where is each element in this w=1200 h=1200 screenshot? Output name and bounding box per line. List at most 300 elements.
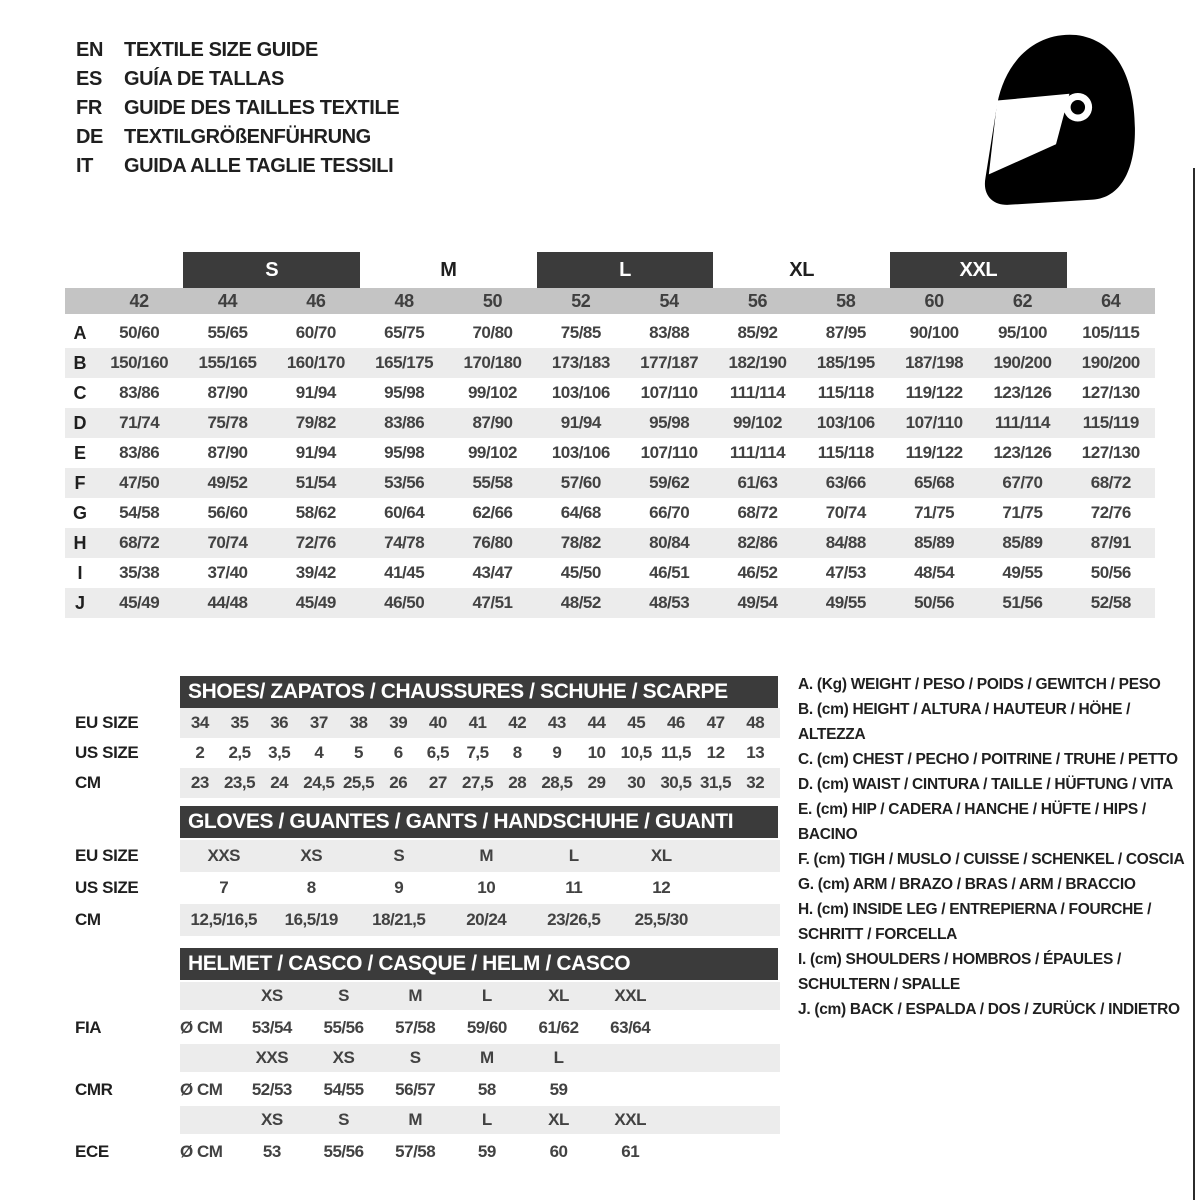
- measurement-row-f: [65, 468, 1155, 498]
- cell-value: 16,5/19: [284, 910, 338, 929]
- row-cells: [236, 1044, 666, 1072]
- measurement-value: 107/110: [640, 383, 698, 402]
- row-cells: [180, 768, 775, 798]
- cell-value: 43: [547, 713, 566, 732]
- cell-value: 57/58: [395, 1142, 436, 1161]
- measurement-value: 111/114: [729, 383, 786, 402]
- row-band: [180, 982, 780, 1010]
- cell-value: XL: [650, 846, 672, 865]
- cell-value: 28,5: [541, 773, 573, 792]
- cell-value: 39: [389, 713, 408, 732]
- cell-value: L: [481, 986, 492, 1005]
- language-code: FR: [76, 97, 102, 119]
- measurement-value: 71/75: [1002, 503, 1043, 522]
- header-spacer: [65, 252, 95, 288]
- measurement-value: 127/130: [1081, 383, 1140, 402]
- row-band: [180, 1106, 780, 1134]
- measurement-row-b: [65, 348, 1155, 378]
- cell-value: 23: [190, 773, 209, 792]
- cell-value: XS: [260, 986, 283, 1005]
- row-band: [180, 904, 780, 936]
- cell-value: 24,5: [303, 773, 335, 792]
- measurement-value: 85/89: [914, 533, 955, 552]
- cell-value: 7: [219, 878, 229, 897]
- measurement-value: 83/86: [384, 413, 425, 432]
- gloves-row-2: [75, 904, 780, 936]
- measurement-value: 48/52: [560, 593, 601, 612]
- cell-value: 53: [262, 1142, 281, 1161]
- row-label: US SIZE: [75, 878, 139, 897]
- row-cells: [180, 738, 775, 768]
- measurement-value: 87/95: [825, 323, 866, 342]
- measurement-value: 87/90: [472, 413, 513, 432]
- measurement-value: 52/58: [1090, 593, 1131, 612]
- cell-value: 45: [627, 713, 646, 732]
- cell-value: M: [408, 986, 423, 1005]
- cell-value: 31,5: [700, 773, 732, 792]
- measurement-value: 46/51: [649, 563, 690, 582]
- cell-value: 20/24: [466, 910, 507, 929]
- measurement-value: 48/53: [649, 593, 690, 612]
- measurement-value: 41/45: [384, 563, 425, 582]
- measurement-value: 49/52: [207, 473, 248, 492]
- cell-value: S: [338, 986, 349, 1005]
- cell-value: 44: [587, 713, 606, 732]
- row-label: CMR: [75, 1080, 113, 1099]
- row-letter: B: [73, 352, 87, 373]
- row-cells: [236, 1074, 666, 1106]
- row-band: [180, 708, 780, 738]
- row-cells: [236, 1136, 666, 1168]
- legend-item: A. (Kg) WEIGHT / PESO / POIDS / GEWITCH / PESO: [798, 676, 1161, 693]
- measurement-value: 44/48: [207, 593, 248, 612]
- row-band: [180, 1074, 780, 1106]
- cell-value: 6: [393, 743, 403, 762]
- cell-value: XS: [260, 1110, 283, 1129]
- size-number: 60: [924, 291, 944, 311]
- measurement-value: 155/165: [198, 353, 257, 372]
- measurement-value: 43/47: [472, 563, 513, 582]
- measurement-value: 150/160: [110, 353, 169, 372]
- measurement-value: 67/70: [1002, 473, 1043, 492]
- page-edge-line: [1193, 168, 1195, 1200]
- cell-value: 60: [549, 1142, 568, 1161]
- cell-value: 52/53: [251, 1080, 292, 1099]
- cell-value: 2: [195, 743, 205, 762]
- cell-value: 56/57: [395, 1080, 436, 1099]
- legend-item: D. (cm) WAIST / CINTURA / TAILLE / HÜFTUNG / VITA: [798, 776, 1174, 793]
- shoes-row-1: [75, 738, 780, 768]
- measurement-value: 74/78: [384, 533, 425, 552]
- measurement-value: 85/89: [1002, 533, 1043, 552]
- cell-value: XL: [548, 1110, 569, 1129]
- measurement-value: 115/119: [1082, 413, 1139, 432]
- measurement-value: 105/115: [1082, 323, 1140, 342]
- cell-value: 63/64: [610, 1018, 651, 1037]
- measurement-value: 95/98: [384, 443, 425, 462]
- measurement-value: 45/50: [560, 563, 601, 582]
- measurement-value: 46/52: [737, 563, 778, 582]
- measurement-value: 50/56: [914, 593, 955, 612]
- language-list: [76, 36, 399, 181]
- size-number: 54: [659, 291, 679, 311]
- cell-value: 61/62: [538, 1018, 579, 1037]
- row-cells: [236, 1106, 666, 1134]
- cell-value: 36: [270, 713, 289, 732]
- measurement-value: 62/66: [472, 503, 513, 522]
- measurement-value: 83/88: [649, 323, 690, 342]
- measurement-value: 70/80: [472, 323, 513, 342]
- measurement-value: 115/118: [817, 383, 874, 402]
- shoes-row-0: [75, 708, 780, 738]
- measurement-rows: [65, 318, 1155, 618]
- measurement-value: 35/38: [119, 563, 160, 582]
- cell-value: 57/58: [395, 1018, 436, 1037]
- measurement-value: 99/102: [467, 443, 517, 462]
- measurement-value: 66/70: [649, 503, 690, 522]
- size-number: 58: [836, 291, 856, 311]
- cell-value: 11,5: [660, 743, 691, 762]
- measurement-value: 185/195: [816, 353, 875, 372]
- measurement-value: 51/54: [295, 473, 336, 492]
- measurement-value: 51/56: [1002, 593, 1043, 612]
- cell-value: XXL: [614, 986, 646, 1005]
- measurement-value: 71/75: [914, 503, 955, 522]
- cell-value: L: [481, 1110, 492, 1129]
- row-letter: J: [74, 592, 85, 613]
- cell-value: 10: [477, 878, 496, 897]
- measurement-value: 111/114: [729, 443, 786, 462]
- size-label-l: L: [537, 252, 714, 288]
- measurement-value: 170/180: [463, 353, 522, 372]
- cell-value: 27,5: [461, 773, 494, 792]
- cell-value: L: [568, 846, 579, 865]
- measurement-row-h: [65, 528, 1155, 558]
- measurement-value: 91/94: [560, 413, 601, 432]
- measurement-value: 103/106: [551, 383, 610, 402]
- cell-value: 23,5: [223, 773, 256, 792]
- size-labels-row: [65, 252, 1155, 288]
- cell-value: XXS: [255, 1048, 289, 1067]
- measurement-row-i: [65, 558, 1155, 588]
- measurement-value: 173/183: [551, 353, 610, 372]
- language-row: [76, 152, 399, 181]
- measurement-value: 65/68: [914, 473, 955, 492]
- measurement-value: 72/76: [295, 533, 336, 552]
- helmet-values-cmr: [75, 1074, 780, 1106]
- row-cells: [180, 840, 705, 872]
- shoes-row-2: [75, 768, 780, 798]
- cell-value: 8: [512, 743, 522, 762]
- row-label: FIA: [75, 1018, 102, 1037]
- legend-item: C. (cm) CHEST / PECHO / POITRINE / TRUHE / PETTO: [798, 751, 1178, 768]
- row-cells: [236, 1012, 666, 1044]
- language-label: GUIDE DES TAILLES TEXTILE: [124, 97, 400, 119]
- measurement-value: 47/53: [825, 563, 866, 582]
- cell-value: 59: [549, 1080, 568, 1099]
- gloves-row-0: [75, 840, 780, 872]
- cell-value: 26: [389, 773, 408, 792]
- measurement-value: 55/65: [207, 323, 248, 342]
- measurement-row-g: [65, 498, 1155, 528]
- measurement-value: 190/200: [1081, 353, 1140, 372]
- measurement-value: 107/110: [905, 413, 963, 432]
- measurement-value: 49/55: [825, 593, 866, 612]
- language-label: GUIDA ALLE TAGLIE TESSILI: [124, 155, 394, 177]
- size-number: 44: [217, 291, 238, 311]
- cell-value: 2,5: [228, 743, 251, 762]
- measurement-value: 103/106: [816, 413, 875, 432]
- measurement-value: 123/126: [993, 383, 1052, 402]
- header-pad: [1067, 252, 1155, 288]
- cell-value: 53/54: [251, 1018, 292, 1037]
- measurement-row-j: [65, 588, 1155, 618]
- measurement-value: 95/100: [997, 323, 1047, 342]
- cell-value: S: [409, 1048, 421, 1067]
- legend-item: I. (cm) SHOULDERS / HOMBROS / ÉPAULES / SCHULTERN / SPALLE: [798, 951, 1122, 993]
- cell-value: 54/55: [323, 1080, 364, 1099]
- measurement-value: 119/122: [905, 383, 963, 402]
- language-label: TEXTILGRÖßENFÜHRUNG: [124, 126, 371, 148]
- measurement-value: 56/60: [207, 503, 248, 522]
- row-letter: F: [74, 472, 86, 493]
- size-number: 42: [129, 291, 149, 311]
- cell-value: 12: [706, 743, 725, 762]
- measurement-value: 45/49: [295, 593, 336, 612]
- measurement-legend: [798, 672, 1190, 1022]
- measurement-value: 54/58: [119, 503, 160, 522]
- cell-value: 47: [706, 713, 725, 732]
- measurement-value: 187/198: [905, 353, 964, 372]
- legend-item: H. (cm) INSIDE LEG / ENTREPIERNA / FOURCHE / SCHRITT / FORCELLA: [798, 901, 1152, 943]
- measurement-value: 57/60: [560, 473, 601, 492]
- cell-value: M: [408, 1110, 423, 1129]
- cell-value: 34: [190, 713, 209, 732]
- size-number: 62: [1012, 291, 1033, 311]
- cell-value: 13: [746, 743, 765, 762]
- row-band: [180, 738, 780, 768]
- cell-value: 24: [270, 773, 289, 792]
- measurement-value: 82/86: [737, 533, 778, 552]
- row-letter: C: [73, 382, 87, 403]
- measurement-value: 95/98: [384, 383, 425, 402]
- row-band: [180, 872, 780, 904]
- row-label: CM: [75, 773, 101, 792]
- helmet-sizes-fia: [75, 982, 780, 1010]
- legend-item: G. (cm) ARM / BRAZO / BRAS / ARM / BRACCIO: [798, 876, 1136, 893]
- textile-size-table: [65, 252, 1155, 618]
- cell-value: 41: [468, 713, 487, 732]
- measurement-value: 60/70: [295, 323, 336, 342]
- measurement-value: 91/94: [295, 443, 336, 462]
- legend-item: J. (cm) BACK / ESPALDA / DOS / ZURÜCK / INDIETRO: [798, 1001, 1180, 1018]
- measurement-value: 64/68: [560, 503, 601, 522]
- measurement-value: 39/42: [295, 563, 336, 582]
- cell-value: S: [393, 846, 405, 865]
- size-label-xl: XL: [789, 258, 815, 281]
- measurement-row-e: [65, 438, 1155, 468]
- measurement-value: 103/106: [551, 443, 610, 462]
- size-number: 50: [482, 291, 503, 311]
- row-band: [180, 840, 780, 872]
- cell-value: 40: [428, 713, 447, 732]
- cell-value: 9: [552, 743, 562, 762]
- row-label: EU SIZE: [75, 846, 139, 865]
- row-band: [180, 1012, 780, 1044]
- measurement-value: 58/62: [295, 503, 336, 522]
- cell-value: 8: [306, 878, 316, 897]
- cell-value: 23/26,5: [547, 910, 601, 929]
- measurement-value: 55/58: [472, 473, 513, 492]
- helmet-section-title: HELMET / CASCO / CASQUE / HELM / CASCO: [180, 948, 778, 980]
- measurement-row-a: [65, 318, 1155, 348]
- size-numbers-strip: [65, 288, 1155, 314]
- measurement-row-d: [65, 408, 1155, 438]
- racing-helmet-icon: [972, 30, 1140, 213]
- row-label: CM: [75, 910, 101, 929]
- row-label: EU SIZE: [75, 713, 139, 732]
- cell-value: 38: [349, 713, 368, 732]
- legend-item: B. (cm) HEIGHT / ALTURA / HAUTEUR / HÖHE / ALTEZZA: [798, 701, 1131, 743]
- measurement-value: 45/49: [119, 593, 160, 612]
- cell-value: 35: [230, 713, 249, 732]
- cell-value: 58: [477, 1080, 496, 1099]
- measurement-value: 99/102: [467, 383, 517, 402]
- measurement-value: 182/190: [728, 353, 787, 372]
- cell-value: 9: [394, 878, 404, 897]
- size-label-xxl: XXL: [890, 252, 1067, 288]
- cell-value: M: [480, 1048, 494, 1067]
- row-label: US SIZE: [75, 743, 139, 762]
- measurement-value: 75/78: [207, 413, 248, 432]
- measurement-value: 72/76: [1090, 503, 1131, 522]
- measurement-value: 46/50: [384, 593, 425, 612]
- cell-value: 6,5: [426, 743, 449, 762]
- cell-value: XS: [332, 1048, 355, 1067]
- legend-item: E. (cm) HIP / CADERA / HANCHE / HÜFTE / HIPS / BACINO: [798, 801, 1146, 843]
- language-label: TEXTILE SIZE GUIDE: [124, 39, 318, 61]
- cell-value: S: [338, 1110, 349, 1129]
- cell-value: 55/56: [323, 1018, 364, 1037]
- cell-value: XL: [548, 986, 569, 1005]
- cell-value: XS: [300, 846, 323, 865]
- cell-value: XXL: [614, 1110, 646, 1129]
- measurement-value: 68/72: [737, 503, 778, 522]
- language-code: DE: [76, 126, 103, 148]
- unit-label: Ø CM: [180, 1080, 223, 1099]
- cell-value: 59: [477, 1142, 496, 1161]
- cell-value: 25,5/30: [634, 910, 688, 929]
- measurement-value: 48/54: [914, 563, 955, 582]
- measurement-value: 107/110: [640, 443, 698, 462]
- measurement-value: 99/102: [732, 413, 782, 432]
- measurement-value: 49/54: [737, 593, 778, 612]
- cell-value: 55/56: [323, 1142, 364, 1161]
- row-band: [180, 1044, 780, 1072]
- measurement-value: 50/56: [1090, 563, 1131, 582]
- cell-value: 46: [666, 713, 685, 732]
- row-cells: [180, 904, 705, 936]
- measurement-value: 68/72: [119, 533, 160, 552]
- measurement-value: 63/66: [825, 473, 866, 492]
- cell-value: 4: [314, 743, 324, 762]
- helmet-values-ece: [75, 1136, 780, 1168]
- measurement-value: 190/200: [993, 353, 1052, 372]
- cell-value: 7,5: [466, 743, 489, 762]
- measurement-value: 49/55: [1002, 563, 1043, 582]
- cell-value: 30,5: [660, 773, 692, 792]
- measurement-value: 79/82: [295, 413, 336, 432]
- measurement-value: 53/56: [384, 473, 425, 492]
- measurement-value: 165/175: [375, 353, 434, 372]
- measurement-value: 71/74: [119, 413, 160, 432]
- measurement-value: 95/98: [649, 413, 690, 432]
- measurement-value: 70/74: [207, 533, 248, 552]
- row-label: ECE: [75, 1142, 109, 1161]
- measurement-value: 160/170: [286, 353, 345, 372]
- measurement-value: 119/122: [905, 443, 963, 462]
- measurement-value: 59/62: [649, 473, 690, 492]
- helmet-values-fia: [75, 1012, 780, 1044]
- language-row: [76, 94, 399, 123]
- cell-value: 5: [354, 743, 363, 762]
- measurement-value: 80/84: [649, 533, 690, 552]
- row-cells: [180, 872, 705, 904]
- row-letter: G: [72, 502, 87, 523]
- measurement-value: 61/63: [737, 473, 778, 492]
- measurement-value: 83/86: [119, 383, 160, 402]
- measurement-row-c: [65, 378, 1155, 408]
- size-number: 64: [1101, 291, 1121, 311]
- cell-value: 27: [428, 773, 447, 792]
- gloves-section-title: GLOVES / GUANTES / GANTS / HANDSCHUHE / GUANTI: [180, 806, 778, 838]
- size-number: 56: [747, 291, 768, 311]
- row-letter: D: [73, 412, 87, 433]
- measurement-value: 127/130: [1081, 443, 1140, 462]
- language-row: [76, 123, 399, 152]
- size-label-s: S: [183, 252, 360, 288]
- cell-value: L: [553, 1048, 564, 1067]
- measurement-value: 47/50: [119, 473, 160, 492]
- legend-item: F. (cm) TIGH / MUSLO / CUISSE / SCHENKEL / COSCIA: [798, 851, 1185, 868]
- measurement-value: 76/80: [472, 533, 513, 552]
- cell-value: 48: [746, 713, 765, 732]
- cell-value: XXS: [207, 846, 241, 865]
- cell-value: 25,5: [342, 773, 375, 792]
- cell-value: 3,5: [268, 743, 291, 762]
- language-code: IT: [76, 155, 93, 177]
- unit-label: Ø CM: [180, 1018, 223, 1037]
- size-number: 48: [394, 291, 414, 311]
- cell-value: 29: [587, 773, 606, 792]
- measurement-value: 87/90: [207, 383, 248, 402]
- measurement-value: 65/75: [384, 323, 425, 342]
- gloves-row-1: [75, 872, 780, 904]
- row-letter: I: [77, 562, 83, 583]
- cell-value: 11: [565, 878, 583, 897]
- measurement-value: 68/72: [1090, 473, 1131, 492]
- measurement-value: 75/85: [560, 323, 601, 342]
- measurement-value: 177/187: [640, 353, 699, 372]
- measurement-value: 50/60: [119, 323, 160, 342]
- measurement-value: 60/64: [384, 503, 425, 522]
- measurement-value: 84/88: [825, 533, 866, 552]
- language-code: EN: [76, 39, 103, 61]
- cell-value: 28: [508, 773, 527, 792]
- helmet-sizes-ece: [75, 1106, 780, 1134]
- measurement-value: 37/40: [207, 563, 248, 582]
- language-code: ES: [76, 68, 102, 90]
